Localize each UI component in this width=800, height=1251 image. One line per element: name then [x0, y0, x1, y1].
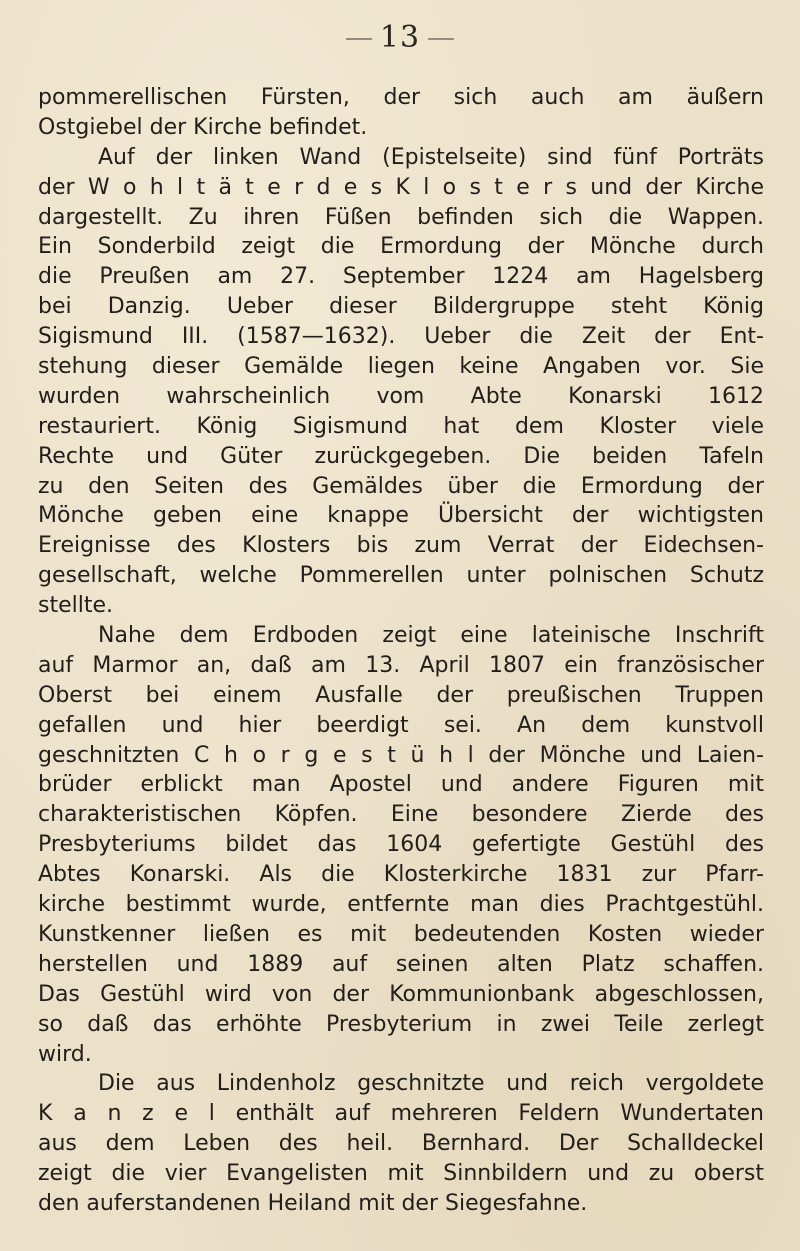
text-line: wurden wahrscheinlich vom Abte Konarski 1612	[38, 383, 764, 409]
text-line: Sigismund III. (1587—1632). Ueber die Zeit der Ent-	[38, 324, 764, 350]
text-line: Mönche geben eine knappe Übersicht der wichtigsten	[38, 503, 764, 529]
text-line: herstellen und 1889 auf seinen alten Platz schaffen.	[38, 951, 764, 977]
text-line: aus dem Leben des heil. Bernhard. Der Schalldeckel	[38, 1131, 764, 1157]
text-line: charakteristischen Köpfen. Eine besondere Zierde des	[38, 802, 764, 828]
header-dash-right	[428, 38, 454, 40]
text-line: Auf der linken Wand (Epistelseite) sind fünf Porträts	[98, 144, 764, 170]
text-line: so daß das erhöhte Presbyterium in zwei Teile zerlegt	[38, 1011, 764, 1037]
text-line: Ein Sonderbild zeigt die Ermordung der Mönche durch	[38, 234, 764, 260]
text-line: bei Danzig. Ueber dieser Bildergruppe steht König	[38, 294, 764, 320]
text-line: Presbyteriums bildet das 1604 gefertigte Gestühl des	[38, 832, 764, 858]
text-line: auf Marmor an, daß am 13. April 1807 ein französischer	[38, 652, 764, 678]
text-line: Ereignisse des Klosters bis zum Verrat der Eidechsen-	[38, 533, 764, 559]
text-line: Nahe dem Erdboden zeigt eine lateinische Inschrift	[98, 623, 764, 649]
page-number-header	[0, 20, 800, 55]
text-line: Kunstkenner ließen es mit bedeutenden Kosten wieder	[38, 921, 764, 947]
text-line: zeigt die vier Evangelisten mit Sinnbildern und zu oberst	[38, 1161, 764, 1187]
text-line: restauriert. König Sigismund hat dem Kloster viele	[38, 413, 764, 439]
text-line: der W o h l t ä t e r d e s K l o s t e r s und der Kirche	[38, 174, 764, 200]
text-line: gefallen und hier beerdigt sei. An dem kunstvoll	[38, 712, 764, 738]
text-line: Das Gestühl wird von der Kommunionbank abgeschlossen,	[38, 981, 764, 1007]
text-line: die Preußen am 27. September 1224 am Hagelsberg	[38, 264, 764, 290]
text-line: wird.	[38, 1041, 92, 1067]
text-line: Ostgiebel der Kirche befindet.	[38, 114, 368, 140]
text-line: Abtes Konarski. Als die Klosterkirche 1831 zur Pfarr-	[38, 862, 764, 888]
text-line: stehung dieser Gemälde liegen keine Angaben vor. Sie	[38, 354, 764, 380]
header-dash-left	[346, 38, 372, 40]
text-line: dargestellt. Zu ihren Füßen befinden sich die Wappen.	[38, 204, 764, 230]
text-line: Rechte und Güter zurückgegeben. Die beiden Tafeln	[38, 443, 764, 469]
text-line: gesellschaft, welche Pommerellen unter polnischen Schutz	[38, 563, 764, 589]
text-line: zu den Seiten des Gemäldes über die Ermordung der	[38, 473, 764, 499]
page-number: 13	[379, 20, 421, 55]
body-text	[38, 83, 764, 1219]
text-line: K a n z e l enthält auf mehreren Feldern Wundertaten	[38, 1101, 764, 1127]
text-line: Die aus Lindenholz geschnitzte und reich vergoldete	[98, 1071, 764, 1097]
text-line: stellte.	[38, 593, 114, 619]
text-line: kirche bestimmt wurde, entfernte man dies Prachtgestühl.	[38, 892, 764, 918]
text-line: den auferstandenen Heiland mit der Siegesfahne.	[38, 1190, 588, 1216]
text-line: Oberst bei einem Ausfalle der preußischen Truppen	[38, 682, 764, 708]
text-line: geschnitzten C h o r g e s t ü h l der Mönche und Laien-	[38, 742, 764, 768]
text-line: pommerellischen Fürsten, der sich auch am äußern	[38, 85, 764, 110]
text-line: brüder erblickt man Apostel und andere Figuren mit	[38, 772, 764, 798]
